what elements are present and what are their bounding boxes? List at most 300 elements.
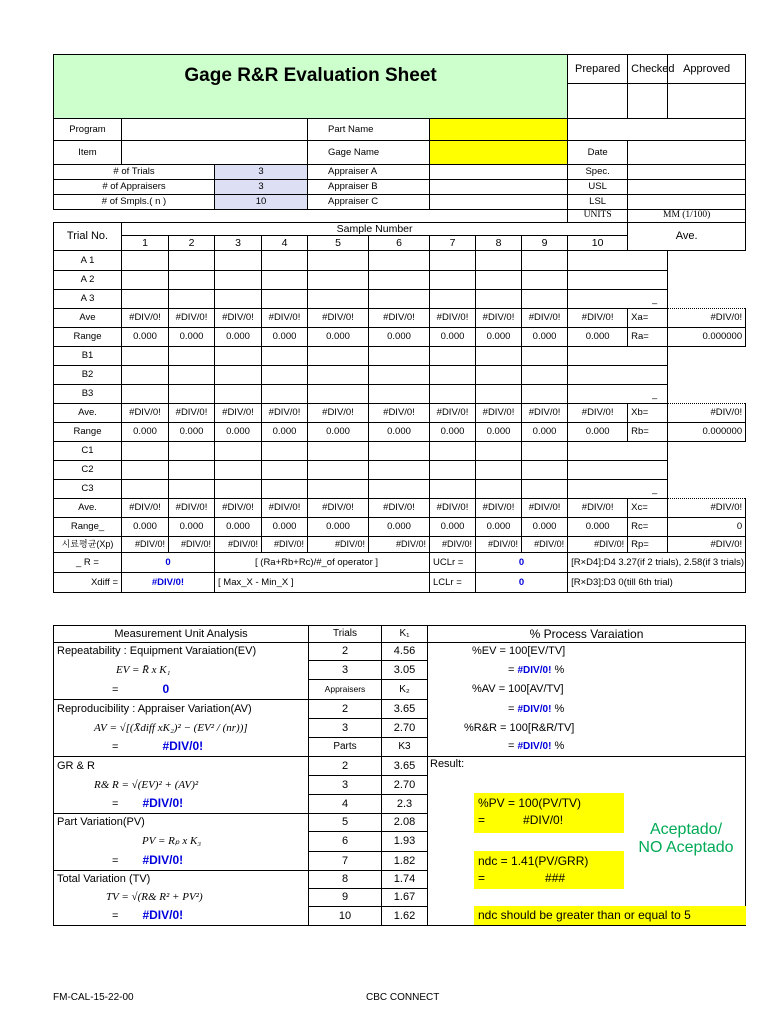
reading-a3-s5[interactable] (308, 290, 369, 309)
av-pct-value: #DIV/0! (517, 703, 552, 715)
reading-c1-s8[interactable] (476, 442, 522, 461)
ave-c-s3: #DIV/0! (215, 499, 262, 518)
range-label-b: Range (54, 423, 122, 442)
verdict (624, 821, 748, 856)
k3-value-8: 1.74 (382, 871, 428, 889)
ave-b-s4: #DIV/0! (262, 404, 308, 423)
reading-c3-s4[interactable] (262, 480, 308, 499)
range-b-s7: 0.000 (430, 423, 476, 442)
appraiser-a-label: Appraiser A (308, 165, 430, 180)
k3-value-5: 2.08 (382, 814, 428, 832)
range-c-s5: 0.000 (308, 518, 369, 537)
r-bar-value-c: 0 (668, 518, 746, 537)
xp-s1: #DIV/0! (122, 537, 169, 553)
grr-formula: R& R = √(EV)² + (AV)² (54, 776, 309, 795)
sample-header-6: 6 (369, 236, 430, 251)
xp-s2: #DIV/0! (169, 537, 215, 553)
reading-c3-s6[interactable] (369, 480, 430, 499)
lsl-label: LSL (568, 195, 628, 210)
gage-name-field[interactable] (430, 141, 568, 165)
k3-value-7: 1.82 (382, 852, 428, 871)
ev-formula: EV = R̄ x K₁ (54, 661, 309, 680)
reading-c2-s3[interactable] (215, 461, 262, 480)
sample-header-7: 7 (430, 236, 476, 251)
xp-s3: #DIV/0! (215, 537, 262, 553)
xdiff-value: #DIV/0! (122, 573, 215, 593)
ave-label-a: Ave (54, 309, 122, 328)
k3-value-10: 1.62 (382, 907, 428, 926)
tv-result: = #DIV/0! (54, 907, 309, 926)
ndc-note: ndc should be greater than or equal to 5 (474, 906, 746, 925)
x-bar-label-a: Xa= (628, 309, 668, 328)
k3-parts-3: 3 (309, 776, 382, 795)
ave-b-s6: #DIV/0! (369, 404, 430, 423)
prepared-signature-field[interactable] (568, 84, 628, 119)
spec-label: Spec. (568, 165, 628, 180)
tv-value: #DIV/0! (142, 908, 184, 923)
checked-label: Checked (628, 55, 668, 84)
x-bar-value-c: #DIV/0! (668, 499, 746, 518)
reading-c3-s7[interactable] (430, 480, 476, 499)
trials-value[interactable]: 3 (215, 165, 308, 180)
reading-b3-s5[interactable] (308, 385, 369, 404)
reading-c3-s1[interactable] (122, 480, 169, 499)
ave-a-s1: #DIV/0! (122, 309, 169, 328)
xp-s5: #DIV/0! (308, 537, 369, 553)
k3-parts-7: 7 (309, 852, 382, 871)
xp-s4: #DIV/0! (262, 537, 308, 553)
ave-b-s2: #DIV/0! (169, 404, 215, 423)
range-a-s2: 0.000 (169, 328, 215, 347)
pv-value: #DIV/0! (142, 853, 184, 868)
tv-formula: TV = √(R& R² + PV²) (54, 889, 309, 907)
k3-parts-5: 5 (309, 814, 382, 832)
sample-header-9: 9 (522, 236, 568, 251)
ave-c-s10: #DIV/0! (568, 499, 628, 518)
ave-a-s7: #DIV/0! (430, 309, 476, 328)
appraiser-b-label: Appraiser B (308, 180, 430, 195)
reading-c1-s4[interactable] (262, 442, 308, 461)
xdiff-label: Xdiff = (54, 573, 122, 593)
reading-b2-s5[interactable] (308, 366, 369, 385)
ave-b-s1: #DIV/0! (122, 404, 169, 423)
r-bar-label-a: Ra= (628, 328, 668, 347)
usl-label: USL (568, 180, 628, 195)
reading-b1-s3[interactable] (215, 347, 262, 366)
reading-b2-s8[interactable] (476, 366, 522, 385)
reading-a1-s8[interactable] (476, 251, 522, 271)
reading-a3-s3[interactable] (215, 290, 262, 309)
k3-parts-9: 9 (309, 889, 382, 907)
range-b-s2: 0.000 (169, 423, 215, 442)
pv-result: = #DIV/0! (54, 852, 309, 871)
reading-b2-s9[interactable] (522, 366, 568, 385)
sample-header-2: 2 (169, 236, 215, 251)
range-c-s10: 0.000 (568, 518, 628, 537)
trial-label-b1: B1 (54, 347, 122, 366)
k3-value-6: 1.93 (382, 832, 428, 852)
reading-a2-s1[interactable] (122, 271, 169, 290)
grr-label: GR & R (54, 757, 309, 776)
reading-b3-s3[interactable] (215, 385, 262, 404)
range-a-s5: 0.000 (308, 328, 369, 347)
range-a-s8: 0.000 (476, 328, 522, 347)
gage-name-label: Gage Name (308, 141, 430, 165)
date-label: Date (568, 141, 628, 165)
ave-a-s5: #DIV/0! (308, 309, 369, 328)
trial-no-header: Trial No. (54, 223, 122, 251)
ave-a-s2: #DIV/0! (169, 309, 215, 328)
reading-b2-s4[interactable] (262, 366, 308, 385)
k3-parts-6: 6 (309, 832, 382, 852)
ev-pct-value: #DIV/0! (517, 664, 552, 676)
ev-pct-result: = #DIV/0! % (428, 661, 746, 680)
reading-b1-s2[interactable] (169, 347, 215, 366)
reading-c2-s2[interactable] (169, 461, 215, 480)
gage-rr-sheet (53, 54, 746, 593)
reading-c3-s9[interactable] (522, 480, 568, 499)
ave-c-s1: #DIV/0! (122, 499, 169, 518)
reading-b3-s8[interactable] (476, 385, 522, 404)
spec-field[interactable] (628, 165, 746, 180)
x-bar-value-a: #DIV/0! (668, 309, 746, 328)
part-name-field[interactable] (430, 119, 568, 141)
lclr-label: LCLr = (430, 573, 476, 593)
samples-label: # of Smpls.( n ) (54, 195, 215, 210)
ndc-box: ndc = 1.41(PV/GRR) = ### (474, 851, 624, 889)
range-c-s4: 0.000 (262, 518, 308, 537)
reading-b3-s6[interactable] (369, 385, 430, 404)
reading-c2-s1[interactable] (122, 461, 169, 480)
k2-value-2: 3.65 (382, 700, 428, 719)
ave-b-s8: #DIV/0! (476, 404, 522, 423)
range-a-s1: 0.000 (122, 328, 169, 347)
reading-a1-s3[interactable] (215, 251, 262, 271)
reading-a2-s3[interactable] (215, 271, 262, 290)
reading-c1-s7[interactable] (430, 442, 476, 461)
range-c-s1: 0.000 (122, 518, 169, 537)
ave-a-s3: #DIV/0! (215, 309, 262, 328)
reading-c1-s5[interactable] (308, 442, 369, 461)
company-name: CBC CONNECT (366, 992, 440, 1003)
reading-b2-s3[interactable] (215, 366, 262, 385)
reading-c3-s10[interactable]: _ (568, 480, 668, 499)
range-a-s4: 0.000 (262, 328, 308, 347)
k3-value-9: 1.67 (382, 889, 428, 907)
reading-a1-s1[interactable] (122, 251, 169, 271)
reading-a3-s2[interactable] (169, 290, 215, 309)
ave-b-s9: #DIV/0! (522, 404, 568, 423)
reading-a2-s9[interactable] (522, 271, 568, 290)
pv-formula: PV = Rₚ x K₃ (54, 832, 309, 852)
item-field[interactable] (122, 141, 308, 165)
range-label-c: Range_ (54, 518, 122, 537)
ev-pct-formula: %EV = 100[EV/TV] (428, 643, 746, 661)
reading-a1-s7[interactable] (430, 251, 476, 271)
sheet-title: Gage R&R Evaluation Sheet (54, 55, 568, 119)
reading-b1-s8[interactable] (476, 347, 522, 366)
verdict-accepted: Aceptado/ (649, 821, 723, 838)
reading-a2-s4[interactable] (262, 271, 308, 290)
trial-label-c1: C1 (54, 442, 122, 461)
part-name-label: Part Name (308, 119, 430, 141)
analysis-table (53, 625, 746, 926)
ave-b-s7: #DIV/0! (430, 404, 476, 423)
reading-c1-s1[interactable] (122, 442, 169, 461)
xp-s8: #DIV/0! (476, 537, 522, 553)
r-bar-formula: [ (Ra+Rb+Rc)/#_of operator ] (215, 553, 430, 573)
sample-header-5: 5 (308, 236, 369, 251)
range-c-s2: 0.000 (169, 518, 215, 537)
range-label-a: Range (54, 328, 122, 347)
ave-a-s6: #DIV/0! (369, 309, 430, 328)
av-result: = #DIV/0! (54, 738, 309, 757)
checked-signature-field[interactable] (628, 84, 668, 119)
reading-a1-s5[interactable] (308, 251, 369, 271)
reading-b3-s10[interactable]: _ (568, 385, 668, 404)
ave-b-s5: #DIV/0! (308, 404, 369, 423)
result-area (428, 757, 746, 926)
xp-s6: #DIV/0! (369, 537, 430, 553)
sample-header-10: 10 (568, 236, 628, 251)
units-value: MM (1/100) (628, 210, 746, 223)
trials-label: # of Trials (54, 165, 215, 180)
reading-b1-s1[interactable] (122, 347, 169, 366)
k2-value-3: 2.70 (382, 719, 428, 738)
reading-a3-s6[interactable] (369, 290, 430, 309)
reading-a2-s6[interactable] (369, 271, 430, 290)
ave-header: Ave. (628, 223, 746, 251)
ave-b-s10: #DIV/0! (568, 404, 628, 423)
reading-c3-s3[interactable] (215, 480, 262, 499)
ave-c-s9: #DIV/0! (522, 499, 568, 518)
k3-header: K3 (382, 738, 428, 757)
reading-b1-s9[interactable] (522, 347, 568, 366)
reading-b3-s4[interactable] (262, 385, 308, 404)
range-b-s10: 0.000 (568, 423, 628, 442)
range-b-s5: 0.000 (308, 423, 369, 442)
result-label: Result: (430, 758, 465, 770)
range-b-s8: 0.000 (476, 423, 522, 442)
reading-c1-s10[interactable] (568, 442, 668, 461)
range-c-s3: 0.000 (215, 518, 262, 537)
reading-b3-s7[interactable] (430, 385, 476, 404)
k3-parts-10: 10 (309, 907, 382, 926)
reading-a3-s8[interactable] (476, 290, 522, 309)
k2-header: K₂ (382, 680, 428, 700)
reading-c1-s6[interactable] (369, 442, 430, 461)
reading-a2-s7[interactable] (430, 271, 476, 290)
range-a-s3: 0.000 (215, 328, 262, 347)
reading-c1-s9[interactable] (522, 442, 568, 461)
xp-s10: #DIV/0! (568, 537, 628, 553)
reading-b2-s1[interactable] (122, 366, 169, 385)
uclr-value: 0 (476, 553, 568, 573)
r-bar-label-b: Rb= (628, 423, 668, 442)
ave-c-s6: #DIV/0! (369, 499, 430, 518)
ave-a-s10: #DIV/0! (568, 309, 628, 328)
sample-header-1: 1 (122, 236, 169, 251)
xp-label: 시료평균(Xp) (54, 537, 122, 553)
parts-header: Parts (309, 738, 382, 757)
reading-a2-s2[interactable] (169, 271, 215, 290)
reading-c3-s5[interactable] (308, 480, 369, 499)
reading-b1-s7[interactable] (430, 347, 476, 366)
grr-value: #DIV/0! (142, 796, 184, 811)
k3-parts-4: 4 (309, 795, 382, 814)
reading-c3-s2[interactable] (169, 480, 215, 499)
reproducibility-label: Reproducibility : Appraiser Variation(AV) (54, 700, 309, 719)
k3-value-3: 2.70 (382, 776, 428, 795)
reading-b1-s6[interactable] (369, 347, 430, 366)
reading-c2-s10[interactable] (568, 461, 668, 480)
trial-label-a2: A 2 (54, 271, 122, 290)
approved-signature-field[interactable] (668, 84, 746, 119)
k2-appraisers-3: 3 (309, 719, 382, 738)
range-c-s6: 0.000 (369, 518, 430, 537)
reading-a3-s10[interactable]: _ (568, 290, 668, 309)
reading-a1-s2[interactable] (169, 251, 215, 271)
trial-label-c2: C2 (54, 461, 122, 480)
item-label: Item (54, 141, 122, 165)
date-field[interactable] (628, 141, 746, 165)
r-bar-label-c: Rc= (628, 518, 668, 537)
r-bar-value-a: 0.000000 (668, 328, 746, 347)
reading-b2-s2[interactable] (169, 366, 215, 385)
range-a-s10: 0.000 (568, 328, 628, 347)
reading-b2-s7[interactable] (430, 366, 476, 385)
range-b-s3: 0.000 (215, 423, 262, 442)
ave-c-s8: #DIV/0! (476, 499, 522, 518)
range-a-s9: 0.000 (522, 328, 568, 347)
trials-header: Trials (309, 626, 382, 643)
reading-c1-s2[interactable] (169, 442, 215, 461)
xp-s9: #DIV/0! (522, 537, 568, 553)
reading-c2-s9[interactable] (522, 461, 568, 480)
reading-a2-s10[interactable] (568, 271, 668, 290)
reading-a3-s9[interactable] (522, 290, 568, 309)
trial-label-a3: A 3 (54, 290, 122, 309)
r-bar-value-b: 0.000000 (668, 423, 746, 442)
av-pct-formula: %AV = 100[AV/TV] (428, 680, 746, 700)
reading-b2-s6[interactable] (369, 366, 430, 385)
reading-a1-s9[interactable] (522, 251, 568, 271)
reading-b3-s1[interactable] (122, 385, 169, 404)
ave-b-s3: #DIV/0! (215, 404, 262, 423)
x-bar-value-b: #DIV/0! (668, 404, 746, 423)
ave-label-c: Ave. (54, 499, 122, 518)
reading-c2-s7[interactable] (430, 461, 476, 480)
units-label: UNITS (568, 210, 628, 223)
verdict-not-accepted: NO Aceptado (638, 838, 734, 856)
ndc-formula: ndc = 1.41(PV/GRR) (478, 854, 589, 868)
grr-result: = #DIV/0! (54, 795, 309, 814)
r-bar-value: 0 (122, 553, 215, 573)
reading-c2-s8[interactable] (476, 461, 522, 480)
rp-value: #DIV/0! (668, 537, 746, 553)
reading-b3-s2[interactable] (169, 385, 215, 404)
appraisers-value[interactable]: 3 (215, 180, 308, 195)
range-b-s6: 0.000 (369, 423, 430, 442)
reading-a2-s5[interactable] (308, 271, 369, 290)
pv-pct-value: #DIV/0! (523, 812, 564, 827)
x-bar-label-c: Xc= (628, 499, 668, 518)
lclr-value: 0 (476, 573, 568, 593)
reading-c2-s4[interactable] (262, 461, 308, 480)
ev-value: 0 (162, 681, 170, 696)
tv-label: Total Variation (TV) (54, 871, 309, 889)
reading-b3-s9[interactable] (522, 385, 568, 404)
reading-c2-s6[interactable] (369, 461, 430, 480)
reading-c1-s3[interactable] (215, 442, 262, 461)
appraiser-b-field[interactable] (430, 180, 568, 195)
k1-header: K₁ (382, 626, 428, 643)
sample-number-header: Sample Number (122, 223, 628, 236)
appraiser-c-label: Appraiser C (308, 195, 430, 210)
pv-label: Part Variation(PV) (54, 814, 309, 832)
reading-a3-s7[interactable] (430, 290, 476, 309)
av-value: #DIV/0! (162, 739, 204, 754)
ev-result: = 0 (54, 680, 309, 700)
reading-a3-s1[interactable] (122, 290, 169, 309)
reading-b1-s5[interactable] (308, 347, 369, 366)
reading-c2-s5[interactable] (308, 461, 369, 480)
usl-field[interactable] (628, 180, 746, 195)
ave-c-s7: #DIV/0! (430, 499, 476, 518)
ave-label-b: Ave. (54, 404, 122, 423)
lsl-field[interactable] (628, 195, 746, 210)
reading-a1-s4[interactable] (262, 251, 308, 271)
reading-a1-s6[interactable] (369, 251, 430, 271)
sample-header-8: 8 (476, 236, 522, 251)
reading-b1-s10[interactable] (568, 347, 668, 366)
appraiser-a-field[interactable] (430, 165, 568, 180)
reading-b1-s4[interactable] (262, 347, 308, 366)
appraisers-header: Appraisers (309, 680, 382, 700)
program-field[interactable] (122, 119, 308, 141)
trial-label-b2: B2 (54, 366, 122, 385)
k3-value-2: 3.65 (382, 757, 428, 776)
rp-label: Rp= (628, 537, 668, 553)
range-a-s6: 0.000 (369, 328, 430, 347)
reading-b2-s10[interactable] (568, 366, 668, 385)
range-b-s1: 0.000 (122, 423, 169, 442)
reading-a3-s4[interactable] (262, 290, 308, 309)
sample-header-3: 3 (215, 236, 262, 251)
k3-parts-2: 2 (309, 757, 382, 776)
appraiser-c-field[interactable] (430, 195, 568, 210)
av-formula: AV = √[(X̄diff xK₂)² − (EV² / (nr))] (54, 719, 309, 738)
range-b-s4: 0.000 (262, 423, 308, 442)
av-pct-result: = #DIV/0! % (428, 700, 746, 719)
reading-a2-s8[interactable] (476, 271, 522, 290)
part-name-extra (568, 119, 746, 141)
reading-a1-s10[interactable] (568, 251, 668, 271)
prepared-label: Prepared (568, 55, 628, 84)
trial-label-c3: C3 (54, 480, 122, 499)
ndc-value: ### (545, 870, 566, 885)
ave-c-s2: #DIV/0! (169, 499, 215, 518)
k1-trials-3: 3 (309, 661, 382, 680)
reading-c3-s8[interactable] (476, 480, 522, 499)
xdiff-formula: [ Max_X - Min_X ] (215, 573, 430, 593)
k3-value-4: 2.3 (382, 795, 428, 814)
trial-label-b3: B3 (54, 385, 122, 404)
pv-pct-box: %PV = 100(PV/TV) = #DIV/0! (474, 793, 624, 833)
k3-parts-8: 8 (309, 871, 382, 889)
samples-value[interactable]: 10 (215, 195, 308, 210)
repeatability-label: Repeatability : Equipment Varaiation(EV) (54, 643, 309, 661)
